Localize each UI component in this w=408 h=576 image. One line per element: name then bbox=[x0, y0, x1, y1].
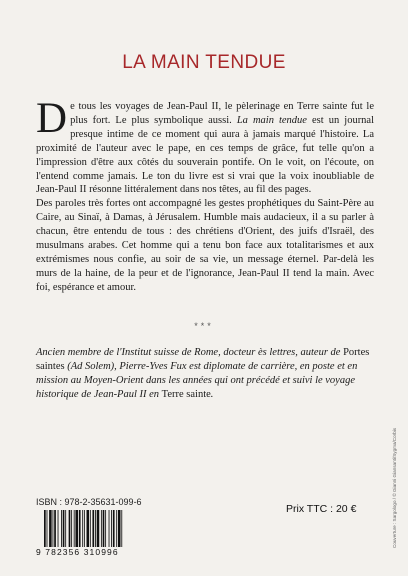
author-bio: Ancien membre de l'Institut suisse de Rome, docteur ès lettres, auteur de Portes saintes (Ad Solem), Pierre-Yves Fux est diplomate de carrière, en poste et en mission au Moyen-Orient dans les années qui ont précédé et suivi le voyage historique de Jean-Paul II en Terre sainte. bbox=[36, 347, 370, 400]
barcode-bar bbox=[65, 510, 66, 550]
barcode-bar bbox=[58, 510, 59, 550]
bio-book-title: Portes saintes bbox=[36, 347, 370, 372]
barcode-bar bbox=[103, 510, 105, 550]
barcode-bar bbox=[111, 510, 112, 550]
barcode-bar bbox=[105, 510, 106, 550]
barcode-bar bbox=[53, 510, 54, 550]
drop-cap: D bbox=[36, 95, 68, 142]
barcode-bar bbox=[87, 510, 90, 550]
barcode-number: 9 782356 310996 bbox=[36, 547, 154, 557]
barcode-bar bbox=[113, 510, 115, 550]
bio-place: Terre sainte bbox=[161, 388, 211, 400]
blurb-paragraph-1: De tous les voyages de Jean-Paul II, le pèlerinage en Terre sainte fut le plus fort. Le plus symbolique aussi. La main tendue est un journal presque intime de ce moment qui aura à jamais marqué l'histoire. La proximité de l'auteur avec le pape, en ces temps de grâce, fut telle qu'on a l'impression d'être aux côtés du souverain pontife. On le voit, on l'écoute, on l'entend comme jamais. Le ton du livre est si vrai que la voix inoubliable de Jean-Paul II résonne littéralement dans nos têtes, au fil des pages. bbox=[36, 95, 375, 196]
barcode-bars-icon bbox=[44, 510, 148, 550]
barcode-bar bbox=[63, 510, 65, 550]
barcode-bar bbox=[109, 510, 110, 550]
barcode-bar bbox=[49, 510, 52, 550]
barcode-bar bbox=[121, 510, 122, 550]
barcode-bar bbox=[75, 510, 78, 550]
isbn: ISBN : 978-2-35631-099-6 bbox=[36, 497, 142, 507]
barcode-bar bbox=[116, 510, 117, 550]
barcode-bar bbox=[84, 510, 85, 550]
barcode-bar bbox=[61, 510, 62, 550]
price: Prix TTC : 20 € bbox=[286, 503, 357, 515]
barcode bbox=[36, 510, 154, 558]
book-title-inline: La main tendue bbox=[236, 114, 307, 126]
barcode-bar bbox=[97, 510, 100, 550]
cover-credit: Couverture : Sargologo / © Gianni Giansanti/Sygma/Corbis bbox=[392, 427, 397, 548]
barcode-bar bbox=[71, 510, 72, 550]
barcode-bar bbox=[69, 510, 71, 550]
barcode-bar bbox=[47, 510, 48, 550]
barcode-bar bbox=[44, 510, 46, 550]
barcode-bar bbox=[101, 510, 102, 550]
barcode-bar bbox=[82, 510, 83, 550]
separator-stars: *** bbox=[194, 321, 214, 331]
barcode-bar bbox=[54, 510, 56, 550]
barcode-bar bbox=[74, 510, 75, 550]
barcode-bar bbox=[92, 510, 94, 550]
barcode-bar bbox=[90, 510, 91, 550]
blurb-paragraph-2: Des paroles très fortes ont accompagné les gestes prophétiques du Saint-Père au Caire, au Sinaï, à Damas, à Jérusalem. Humble mais audacieux, il a su parler à chacun, être entendu de tous : des chrétiens d'Orient, des juifs d'Israël, des musulmans arabes. Cet homme qui a tenu bon face aux totalitarismes et aux extrémismes nous confie, au soir de sa vie, un message éternel. Par-delà les murs de la haine, de la peur et de l'ignorance, Jean-Paul II tend la main. Avec foi, espérance et amour. bbox=[36, 198, 374, 293]
blurb bbox=[36, 95, 375, 295]
barcode-bar bbox=[79, 510, 81, 550]
barcode-bar bbox=[118, 510, 121, 550]
book-title: LA MAIN TENDUE bbox=[122, 52, 286, 73]
barcode-bar bbox=[95, 510, 96, 550]
